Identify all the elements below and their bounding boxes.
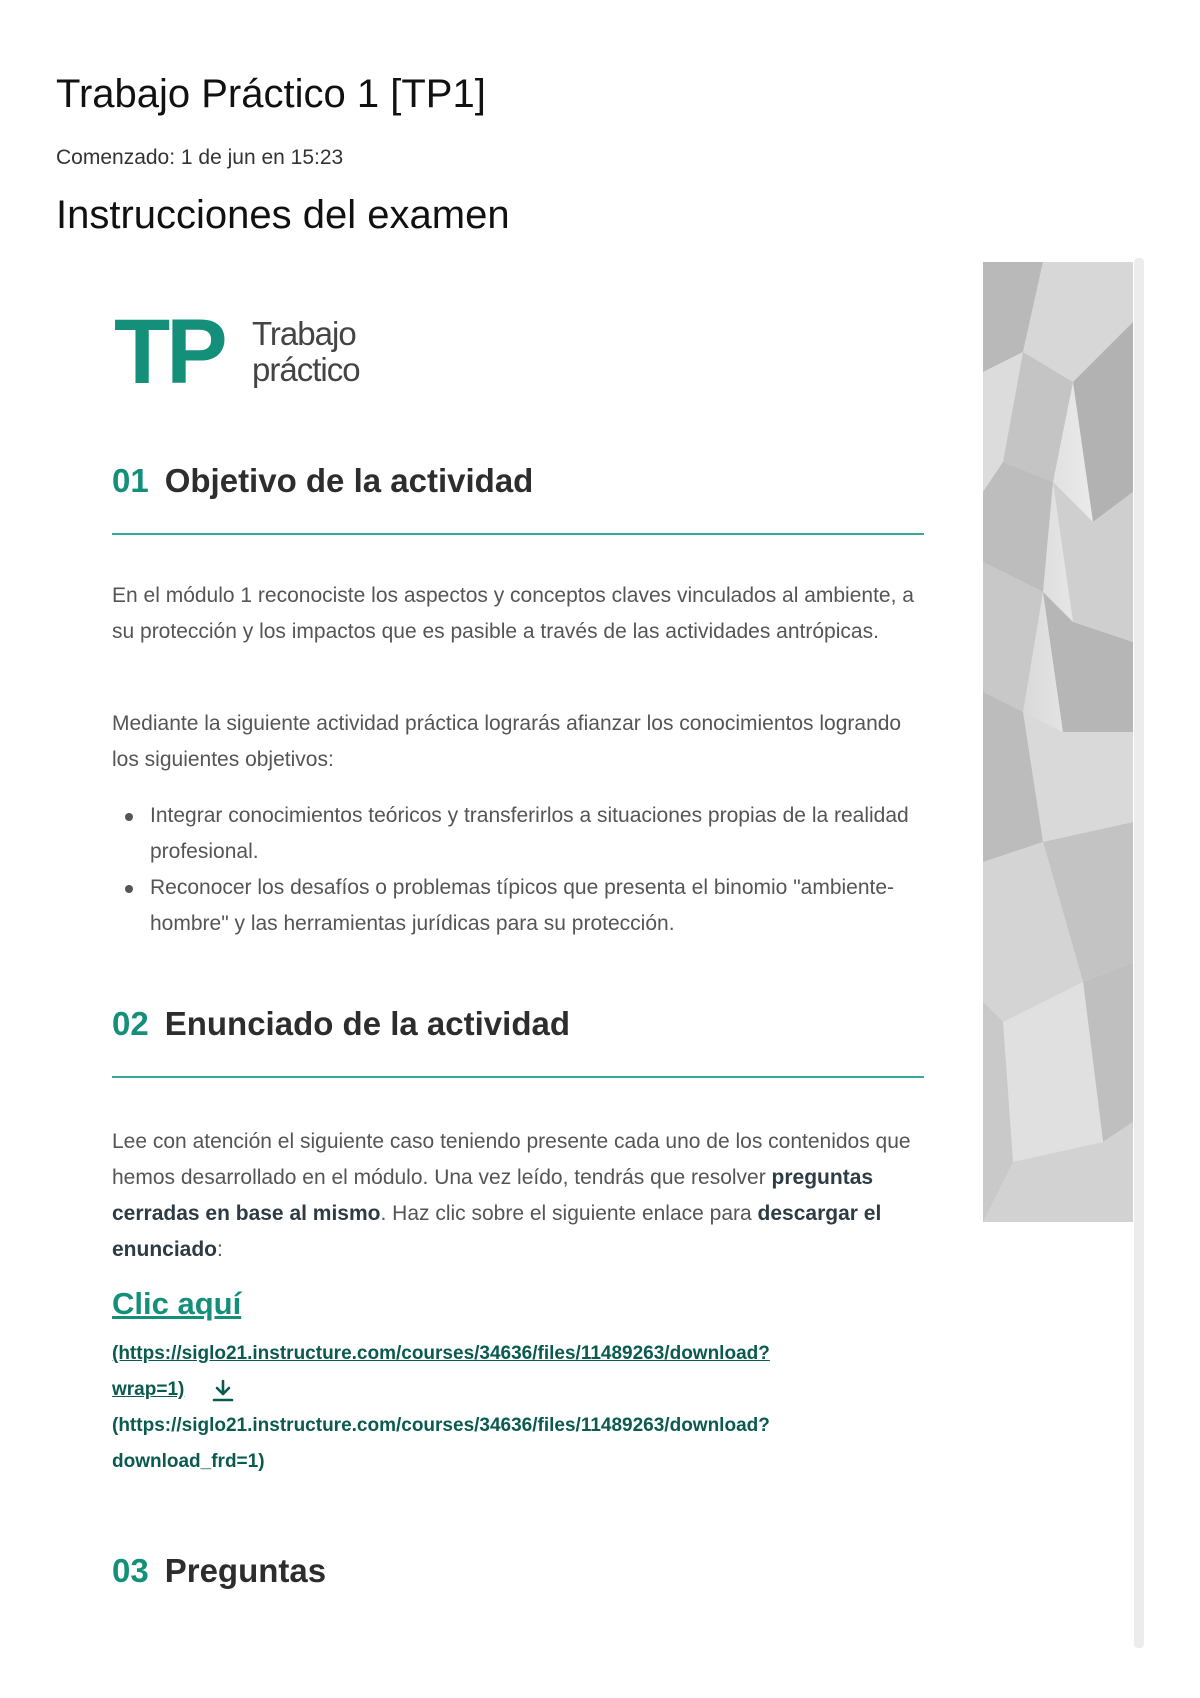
paragraph: En el módulo 1 reconociste los aspectos y conceptos claves vinculados al ambiente, a su protección y los impactos que es pasible a través de las actividades antrópicas. (112, 584, 914, 643)
text: : (217, 1238, 223, 1261)
instructions-title: Instrucciones del examen (56, 193, 510, 237)
text: Lee con atención el siguiente caso teniendo presente cada uno de los contenidos que hemos desarrollado en el módulo. Una vez leído, tendrás que resolver (112, 1130, 911, 1189)
objectives-list (112, 798, 924, 942)
section-number: 03 (112, 1552, 149, 1589)
section-title: Objetivo de la actividad (164, 462, 534, 499)
section-number: 01 (112, 462, 149, 499)
section-title: Enunciado de la actividad (164, 1005, 570, 1042)
section-02-heading (112, 1005, 570, 1043)
section-title: Preguntas (164, 1552, 327, 1589)
text: . Haz clic sobre el siguiente enlace para (380, 1202, 758, 1225)
file-url-link[interactable]: (https://siglo21.instructure.com/courses/34636/files/11489263/download? (112, 1343, 770, 1364)
clic-aqui-link[interactable]: Clic aquí (112, 1286, 242, 1321)
logo-mark: TP (114, 301, 224, 403)
logo-line-2: práctico (252, 351, 360, 388)
list-item: Reconocer los desafíos o problemas típicos que presenta el binomio "ambiente- hombre" y las herramientas jurídicas para su protección. (112, 870, 924, 942)
paragraph: Mediante la siguiente actividad práctica lograrás afianzar los conocimientos logrando los siguientes objetivos: (112, 712, 902, 771)
file-url-link-continued[interactable]: wrap=1) (112, 1379, 185, 1400)
section-divider (112, 533, 924, 535)
scrollbar[interactable] (1134, 258, 1144, 1648)
decorative-architecture-image (983, 262, 1133, 1222)
download-icon[interactable] (210, 1378, 236, 1404)
section-03-heading (112, 1552, 326, 1590)
download-url-text-continued: download_frd=1) (112, 1451, 265, 1472)
logo-words (252, 316, 360, 388)
bold-text: preguntas cerradas en base al mismo (112, 1166, 874, 1225)
started-timestamp: Comenzado: 1 de jun en 15:23 (56, 146, 344, 169)
page-title: Trabajo Práctico 1 [TP1] (56, 72, 486, 116)
section-01-heading (112, 462, 533, 500)
paragraph (112, 1124, 924, 1268)
section-divider (112, 1076, 924, 1078)
logo-line-1: Trabajo (252, 315, 356, 352)
section-number: 02 (112, 1005, 149, 1042)
bold-text: descargar el enunciado (112, 1202, 882, 1261)
download-url-text: (https://siglo21.instructure.com/courses/34636/files/11489263/download? (112, 1415, 770, 1436)
list-item: Integrar conocimientos teóricos y transferirlos a situaciones propias de la realidad profesional. (112, 798, 924, 870)
